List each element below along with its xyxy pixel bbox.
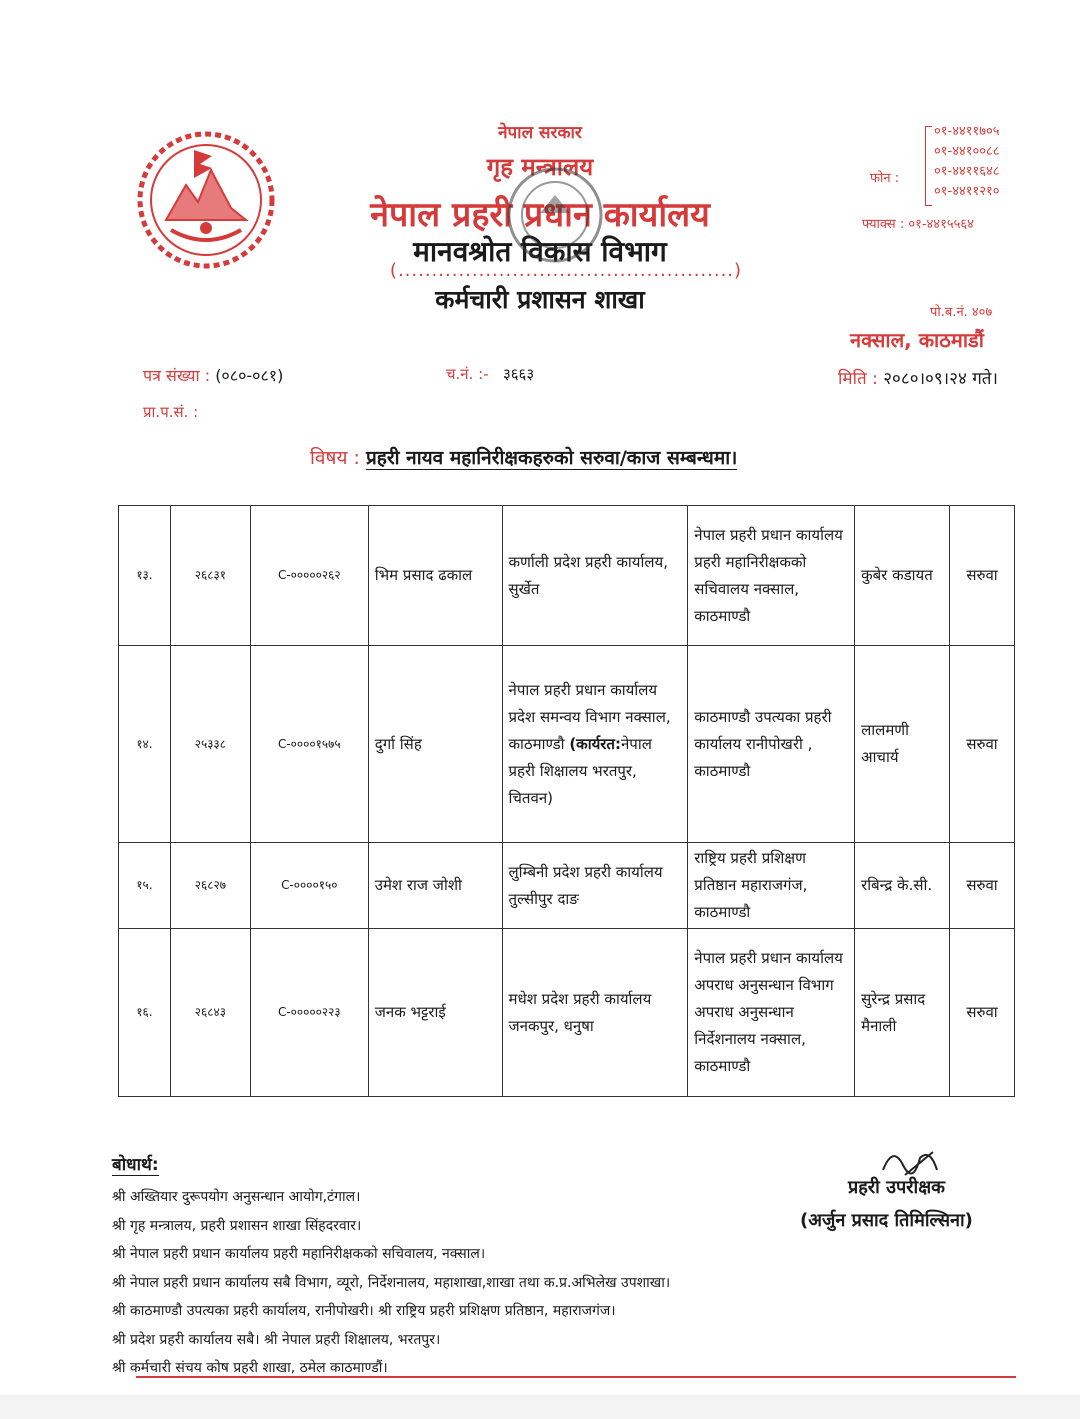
cc-item: श्री कर्मचारी संचय कोष प्रहरी शाखा, ठमेल काठमाण्डौं। xyxy=(112,1360,388,1376)
table-row xyxy=(119,646,1015,843)
cell-type: सरुवा xyxy=(950,506,1015,646)
signatory-title: प्रहरी उपरीक्षक xyxy=(848,1177,945,1198)
cell-id: २५३३८ xyxy=(170,646,250,843)
letterhead-branch: कर्मचारी प्रशासन शाखा xyxy=(435,285,645,314)
cc-heading: बोधार्थ: xyxy=(112,1152,159,1176)
cell-serial: १५. xyxy=(119,843,171,929)
cell-replacement: सुरेन्द्र प्रसाद मैनाली xyxy=(855,929,950,1097)
dispatch-number xyxy=(446,364,534,384)
office-address: नक्साल, काठमाडौं xyxy=(850,328,984,352)
letter-subject xyxy=(310,444,737,470)
cell-id: २६८३१ xyxy=(170,506,250,646)
cell-to-office: नेपाल प्रहरी प्रधान कार्यालय प्रहरी महानिरीक्षकको सचिवालय नक्साल, काठमाण्डौ xyxy=(688,506,855,646)
cc-item: श्री प्रदेश प्रहरी कार्यालय सबै। श्री नेपाल प्रहरी शिक्षालय, भरतपुर। xyxy=(112,1331,441,1348)
letterhead-department: मानवश्रोत विकास विभाग xyxy=(413,235,667,268)
cell-code: C-००००१५० xyxy=(250,843,368,929)
letterhead-dots: (..................................................) xyxy=(389,260,743,281)
from-note-text: नेपाल प्रहरी शिक्षालय भरतपुर, चितवन) xyxy=(508,734,652,807)
transfer-table xyxy=(118,505,1015,1097)
cell-type: सरुवा xyxy=(950,929,1015,1097)
letterhead-ministry: गृह मन्त्रालय xyxy=(486,153,594,181)
cell-to-office: काठमाण्डौ उपत्यका प्रहरी कार्यालय रानीपोखरी , काठमाण्डौ xyxy=(688,646,855,843)
cell-code: C-००००१५७५ xyxy=(250,646,368,843)
cell-to-office: राष्ट्रिय प्रहरी प्रशिक्षण प्रतिष्ठान महाराजगंज, काठमाण्डौ xyxy=(688,843,855,929)
cc-item: श्री काठमाण्डौ उपत्यका प्रहरी कार्यालय, रानीपोखरी। श्री राष्ट्रिय प्रहरी प्रशिक्षण प्रतिष्ठान, महाराजगंज। xyxy=(112,1303,616,1319)
cc-item: श्री नेपाल प्रहरी प्रधान कार्यालय प्रहरी महानिरीक्षकको सचिवालय, नक्साल। xyxy=(112,1246,486,1262)
bottom-strip xyxy=(0,1395,1080,1419)
cell-type: सरुवा xyxy=(950,646,1015,843)
footer-divider xyxy=(136,1376,1016,1378)
reference-number xyxy=(143,364,283,386)
signatory-name: (अर्जुन प्रसाद तिमिल्सिना) xyxy=(800,1210,973,1231)
dispatch-value: ३६६३ xyxy=(502,365,535,383)
cell-code: C-०००००२२३ xyxy=(250,929,368,1097)
cell-from-office xyxy=(502,646,688,843)
cell-from-office: लुम्बिनी प्रदेश प्रहरी कार्यालय तुल्सीपुर दाङ xyxy=(502,843,688,929)
cell-type: सरुवा xyxy=(950,843,1015,929)
cell-from-office: कर्णाली प्रदेश प्रहरी कार्यालय, सुर्खेत xyxy=(502,506,688,646)
dispatch-label: च.नं. :- xyxy=(446,365,489,383)
from-note-label: (कार्यरत: xyxy=(569,734,621,753)
reference-label: पत्र संख्या : xyxy=(143,366,211,385)
cell-serial: १४. xyxy=(119,646,171,843)
reference-value: (०८०-०८१) xyxy=(215,366,284,385)
table-row xyxy=(119,929,1015,1097)
cell-code: C-०००००२६२ xyxy=(250,506,368,646)
from-office-text: नेपाल प्रहरी प्रधान कार्यालय प्रदेश समन्वय विभाग नक्साल, काठमाण्डौ xyxy=(508,680,671,753)
cell-to-office: नेपाल प्रहरी प्रधान कार्यालय अपराध अनुसन्धान विभाग अपराध अनुसन्धान निर्देशनालय नक्साल, काठमाण्डौ xyxy=(688,929,855,1097)
po-box: पो.ब.नं. ४०७ xyxy=(930,305,993,320)
cell-id: २६८४३ xyxy=(170,929,250,1097)
cell-from-office: मधेश प्रदेश प्रहरी कार्यालय जनकपुर, धनुषा xyxy=(502,929,688,1097)
cell-name: उमेश राज जोशी xyxy=(368,843,502,929)
letterhead-government: नेपाल सरकार xyxy=(498,123,582,143)
cell-name: जनक भट्टराई xyxy=(368,929,502,1097)
cc-item: श्री नेपाल प्रहरी प्रधान कार्यालय सबै विभाग, व्यूरो, निर्देशनालय, महाशाखा,शाखा तथा क.प्र.अभिलेख उपशाखा। xyxy=(112,1274,671,1291)
cell-name: दुर्गा सिंह xyxy=(368,646,502,843)
cc-list xyxy=(112,1183,670,1383)
phone-number: ०१-४४११७०५ xyxy=(934,124,1000,139)
phone-number: ०१-४४१००८८ xyxy=(934,144,1000,159)
table-row xyxy=(119,843,1015,929)
cc-item: श्री अख्तियार दुरूपयोग अनुसन्धान आयोग,टंगाल। xyxy=(112,1189,361,1205)
date-value: २०८०।०९।२४ गते। xyxy=(883,369,998,389)
subject-label: विषय : xyxy=(310,447,366,469)
cc-item: श्री गृह मन्त्रालय, प्रहरी प्रशासन शाखा सिंहदरवार। xyxy=(112,1217,362,1234)
phone-label: फोन : xyxy=(870,171,900,186)
phone-numbers xyxy=(934,122,1000,202)
letterhead-office: नेपाल प्रहरी प्रधान कार्यालय xyxy=(370,195,710,235)
cell-serial: १३. xyxy=(119,506,171,646)
office-seal-icon xyxy=(505,165,605,265)
phone-number: ०१-४४११२१० xyxy=(934,184,1000,199)
phone-brace xyxy=(925,126,932,206)
cell-replacement: रबिन्द्र के.सी. xyxy=(855,843,950,929)
praps-number: प्रा.प.सं. : xyxy=(143,403,199,421)
cell-replacement: कुबेर कडायत xyxy=(855,506,950,646)
cell-id: २६८२७ xyxy=(170,843,250,929)
table-row xyxy=(119,506,1015,646)
phone-number: ०१-४४११६४८ xyxy=(934,164,1000,179)
cell-name: भिम प्रसाद ढकाल xyxy=(368,506,502,646)
cell-replacement: लालमणी आचार्य xyxy=(855,646,950,843)
fax-number: फ्याक्स : ०१-४४१५५६४ xyxy=(862,217,974,232)
date-label: मिति : xyxy=(838,369,878,389)
cell-serial: १६. xyxy=(119,929,171,1097)
subject-value: प्रहरी नायव महानिरीक्षकहरुको सरुवा/काज सम्बन्धमा। xyxy=(365,447,738,469)
letter-date xyxy=(838,366,998,389)
